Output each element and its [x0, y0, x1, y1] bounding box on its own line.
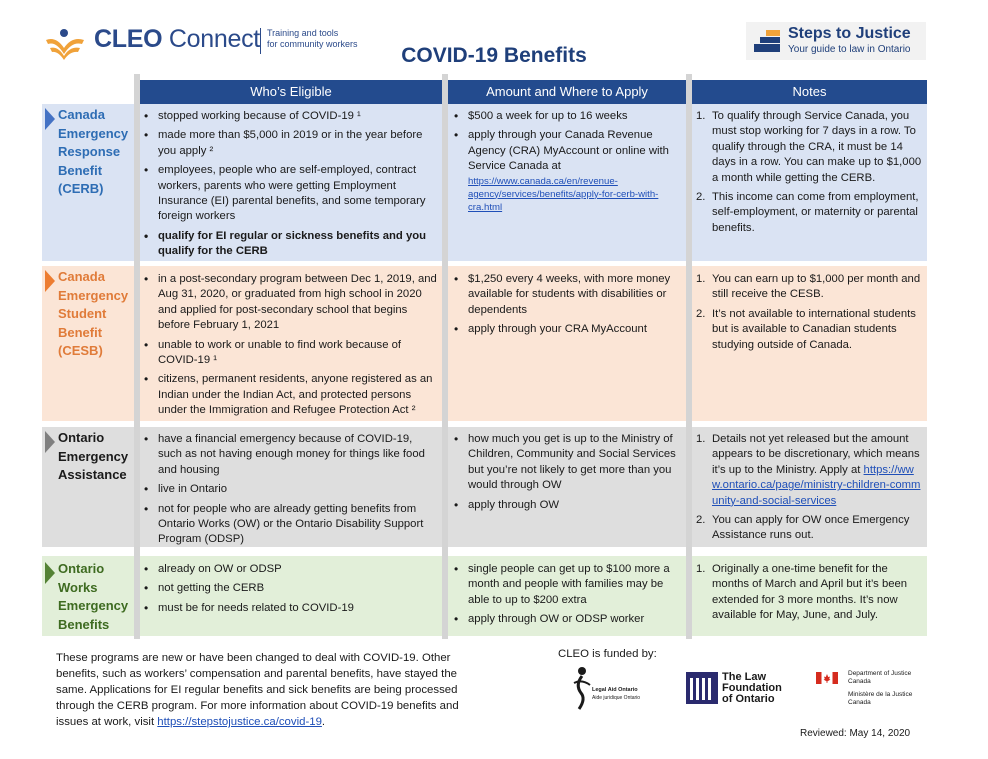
partner-name: Steps to Justice: [788, 25, 911, 42]
list-item: 1. Originally a one-time benefit for the months of March and April but it’s been extended for 3 more months. It’s now available for May, June, and July.: [696, 563, 908, 622]
list-item: • made more than $5,000 in 2019 or in the year before you apply ²: [140, 128, 438, 159]
cell-oea-eligible: [140, 432, 438, 552]
law-foundation-logo: The Law Foundation of Ontario: [686, 672, 796, 708]
legal-aid-ontario-logo: Legal Aid Ontario Aide juridique Ontario: [572, 665, 642, 713]
list-item: • apply through your Canada Revenue Agency (CRA) MyAccount or online with Service Canada at https://www.canada.ca/en/revenue-agency/services/benefits/apply-for-cerb-with-cra.html: [450, 128, 684, 213]
row-marker-icon: [45, 108, 55, 130]
list-item: • have a financial emergency because of COVID-19, such as not having enough money for things like food and housing: [140, 432, 438, 478]
law-foundation-pillars-icon: [686, 672, 718, 704]
cleo-brand-name: CLEO Connect: [94, 25, 260, 53]
list-item: 1. Details not yet released but the amount appears to be discretionary, which means it’s up to the Ministry. Apply at https://www.ontario.ca/page/ministry-children-community-and-social-services: [696, 433, 921, 507]
list-item: • unable to work or unable to find work because of COVID-19 ¹: [140, 338, 438, 369]
row-marker-icon: [45, 431, 55, 453]
list-item: 2. It’s not available to international students but is available to Canadian students studying outside of Canada.: [696, 307, 916, 351]
list-item: • not for people who are already getting benefits from Ontario Works (OW) or the Ontario Disability Support Program (ODSP): [140, 502, 438, 548]
ontario-ministry-link[interactable]: https://www.ontario.ca/page/ministry-children-community-and-social-services: [712, 463, 921, 507]
cell-cesb-amount: [450, 272, 684, 342]
steps-icon: [754, 30, 780, 52]
legal-aid-figure-icon: [572, 665, 592, 711]
partner-tagline: Your guide to law in Ontario: [788, 44, 911, 55]
cell-cerb-amount: [450, 109, 684, 218]
list-item: 2. This income can come from employment, self-employment, or maternity or parental benefits.: [696, 191, 919, 234]
list-item: • qualify for EI regular or sickness benefits and you qualify for the CERB: [140, 229, 438, 260]
list-item: • $1,250 every 4 weeks, with more money available for students with disabilities or dependents: [450, 272, 684, 318]
canada-flag-icon: [816, 672, 838, 684]
reviewed-date: Reviewed: May 14, 2020: [800, 728, 911, 739]
steps-to-justice-logo: [746, 22, 926, 60]
page-title: COVID-19 Benefits: [401, 44, 587, 67]
list-item: • live in Ontario: [140, 482, 438, 497]
list-item: 2. You can apply for OW once Emergency Assistance runs out.: [696, 514, 910, 542]
list-item: • citizens, permanent residents, anyone registered as an Indian under the Indian Act, and protected persons under the Immigration and Refugee Protection Act ²: [140, 372, 438, 418]
cell-owe-amount: [450, 562, 684, 632]
row-marker-icon: [45, 270, 55, 292]
cell-cerb-eligible: [140, 109, 438, 264]
list-item: • apply through OW: [450, 498, 684, 513]
cell-oea-amount: [450, 432, 684, 517]
column-header-eligible: Who’s Eligible: [140, 80, 442, 104]
list-item: • not getting the CERB: [140, 581, 438, 596]
department-of-justice-logo: Department of Justice Canada Ministère de la Justice Canada: [816, 670, 926, 710]
list-item: • already on OW or ODSP: [140, 562, 438, 577]
column-divider: [686, 74, 692, 639]
list-item: • stopped working because of COVID-19 ¹: [140, 109, 438, 124]
funded-by-label: CLEO is funded by:: [558, 648, 657, 660]
cell-owe-eligible: [140, 562, 438, 620]
cell-cesb-eligible: [140, 272, 438, 423]
list-item: • employees, people who are self-employed, contract workers, parents who were getting Employment Insurance (EI) parental benefits, and some temporary foreign workers: [140, 163, 438, 225]
list-item: • in a post-secondary program between Dec 1, 2019, and Aug 31, 2020, or graduated from high school in 2020 and applied for post-secondary school that begins before February 1, 2021: [140, 272, 438, 334]
column-header-notes: Notes: [692, 80, 927, 104]
cerb-apply-link[interactable]: https://www.canada.ca/en/revenue-agency/services/benefits/apply-for-cerb-with-cra.html: [468, 175, 659, 213]
footer-note: These programs are new or have been changed to deal with COVID-19. Other benefits, such as workers’ compensation and parental benefits, have stayed the same. Applications for EI regular benefits and sick benefits are being processed through the CERB program. For more information about COVID-19 benefits and issues at work, visit https://stepstojustice.ca/covid-19.: [56, 652, 459, 728]
list-item: 1. You can earn up to $1,000 per month and still receive the CESB.: [696, 273, 921, 301]
list-item: 1. To qualify through Service Canada, you must stop working for 7 days in a row. To qualify through the CRA, it must be 14 days in a row. You can make up to $1,000 a month while getting the CERB.: [696, 110, 922, 184]
cell-oea-notes: [694, 432, 924, 548]
list-item: • $500 a week for up to 16 weeks: [450, 109, 684, 124]
cell-owe-notes: [694, 562, 924, 628]
column-divider: [442, 74, 448, 639]
column-header-amount: Amount and Where to Apply: [448, 80, 686, 104]
list-item: • how much you get is up to the Ministry of Children, Community and Social Services but you’re not likely to get more than you would through OW: [450, 432, 684, 494]
list-item: • single people can get up to $100 more a month and people with families may be able to up to $200 extra: [450, 562, 684, 608]
list-item: • must be for needs related to COVID-19: [140, 601, 438, 616]
row-marker-icon: [45, 562, 55, 584]
steps-to-justice-link[interactable]: https://stepstojustice.ca/covid-19: [157, 716, 322, 728]
list-item: • apply through your CRA MyAccount: [450, 322, 684, 337]
cell-cesb-notes: [694, 272, 924, 357]
cleo-tagline: Training and tools for community workers: [267, 28, 358, 49]
list-item: • apply through OW or ODSP worker: [450, 612, 684, 627]
cell-cerb-notes: [694, 109, 924, 240]
